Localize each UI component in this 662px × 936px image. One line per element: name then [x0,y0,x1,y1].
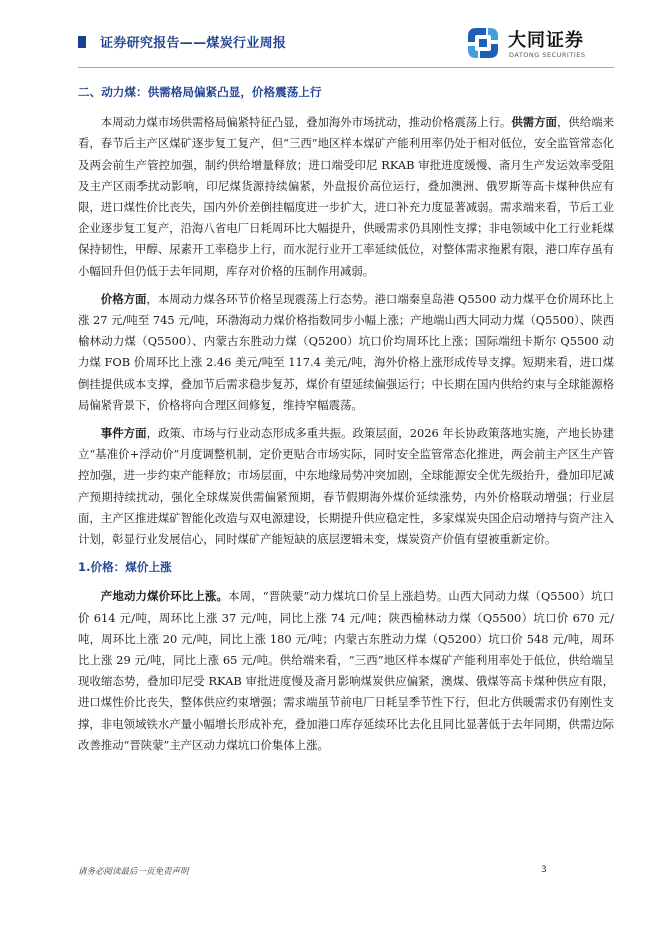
paragraph-intro: 本周动力煤市场供需格局偏紧特征凸显，叠加海外市场扰动，推动价格震荡上行。 [100,115,512,130]
paragraph-price [78,289,614,416]
paragraph-body: 本周，“晋陕蒙”动力煤坑口价呈上涨趋势。山西大同动力煤（Q5500）坑口价 614 元/吨，周环比上涨 37 元/吨，同比上涨 74 元/吨；陕西榆林动力煤（Q5500）坑口价 670 元/吨，周环比上涨 20 元/吨，同比上涨 180 元/吨；内蒙古东胜动力煤（Q5200）坑口价 548 元/吨，周环比上涨 29 元/吨，同比上涨 65 元/吨。供给端来看，“三西”地区样本煤矿产能利用率处于低位，供给端呈现收缩态势，叠加印尼受 RKAB 审批进度慢及斋月影响煤炭供应偏紧，澳煤、俄煤等高卡煤种供应有限，进口煤性价比丧失，整体供应约束增强；需求端虽节前电厂日耗呈季节性下行，但北方供暖需求仍有刚性支撑，非电领域铁水产量小幅增长形成补充，叠加港口库存延续环比去化且同比显著低于去年同期，供需边际改善推动“晋陕蒙”主产区动力煤坑口价集体上涨。 [78,589,614,752]
subsection-heading: 1.价格：煤价上涨 [78,560,172,575]
paragraph-events [78,423,614,550]
header-divider [78,67,614,68]
paragraph-lead: 产地动力煤价环比上涨。 [100,589,229,604]
disclaimer-note: 请务必阅读最后一页免责声明 [78,867,189,877]
logo-mark-icon [464,24,502,62]
company-logo [464,22,614,66]
paragraph-body: ，政策、市场与行业动态形成多重共振。政策层面，2026 年长协政策落地实施，产地长协建立“基准价+浮动价”月度调整机制，定价更贴合市场实际，同时安全监管常态化推进，两会前主产区生产管控加强，进一步约束产能释放；市场层面，中东地缘局势冲突加剧，全球能源安全优先级抬升，叠加印尼减产预期持续扰动，强化全球煤炭供需偏紧预期，春节假期海外煤价延续涨势，内外价格联动增强；行业层面，主产区推进煤矿智能化改造与双电源建设，长期提升供应稳定性，多家煤炭央国企启动增持与资产注入计划，彰显行业发展信心，同时煤矿产能短缺的底层逻辑未变，煤炭资产价值有望被重新定价。 [78,426,614,547]
section-heading: 二、动力煤：供需格局偏紧凸显，价格震荡上行 [78,85,322,99]
paragraph-lead: 事件方面 [100,426,147,441]
paragraph-origin-price [78,586,614,756]
paragraph-body: ，本周动力煤各环节价格呈现震荡上行态势。港口端秦皇岛港 Q5500 动力煤平仓价周环比上涨 27 元/吨至 745 元/吨，环渤海动力煤价格指数同步小幅上涨；产地端山西大同动力煤（Q5500）、陕西榆林动力煤（Q5500）、内蒙古东胜动力煤（Q5200）坑口价均周环比上涨；国际端纽卡斯尔 Q5500 动力煤 FOB 价周环比上涨 2.46 美元/吨至 117.4 美元/吨，海外价格上涨形成传导支撑。短期来看，进口煤倒挂提供成本支撑，叠加节后需求稳步复苏，煤价有望延续偏强运行；中长期在国内供给约束与全球能源格局偏紧背景下，价格将向合理区间修复，维持窄幅震荡。 [78,291,614,412]
header-marker [78,36,86,48]
paragraph-supply-demand [78,112,614,282]
paragraph-lead: 供需方面 [511,115,557,130]
report-title: 证券研究报告——煤炭行业周报 [100,36,287,51]
report-body [78,82,614,763]
logo-english-name: DATONG SECURITIES [509,51,586,59]
page-number: 3 [541,865,547,875]
report-header [78,22,614,66]
logo-chinese-name: 大同证券 [508,30,584,51]
paragraph-lead: 价格方面 [100,291,147,306]
paragraph-body: ，供给端来看，春节后主产区煤矿逐步复工复产，但“三西”地区样本煤矿产能利用率仍处于相对低位，安全监管常态化及两会前生产管控加强，制约供给增量释放；进口端受印尼 RKAB 审批进度缓慢、斋月生产发运效率受阻及主产区雨季扰动影响，印尼煤货源持续偏紧，外盘报价高位运行，叠加澳洲、俄罗斯等高卡煤种供应有限，进口煤性价比丧失，国内外价差倒挂幅度进一步扩大，进口补充力度显著减弱。需求端来看，节后工业企业逐步复工复产，沿海八省电厂日耗周环比大幅提升，供暖需求仍具刚性支撑；非电领域中化工行业耗煤保持韧性，甲醇、尿素开工率稳步上行，而水泥行业开工率延续低位，对整体需求拖累有限，港口库存虽有小幅回升但仍低于去年同期，库存对价格的压制作用减弱。 [78,115,614,278]
